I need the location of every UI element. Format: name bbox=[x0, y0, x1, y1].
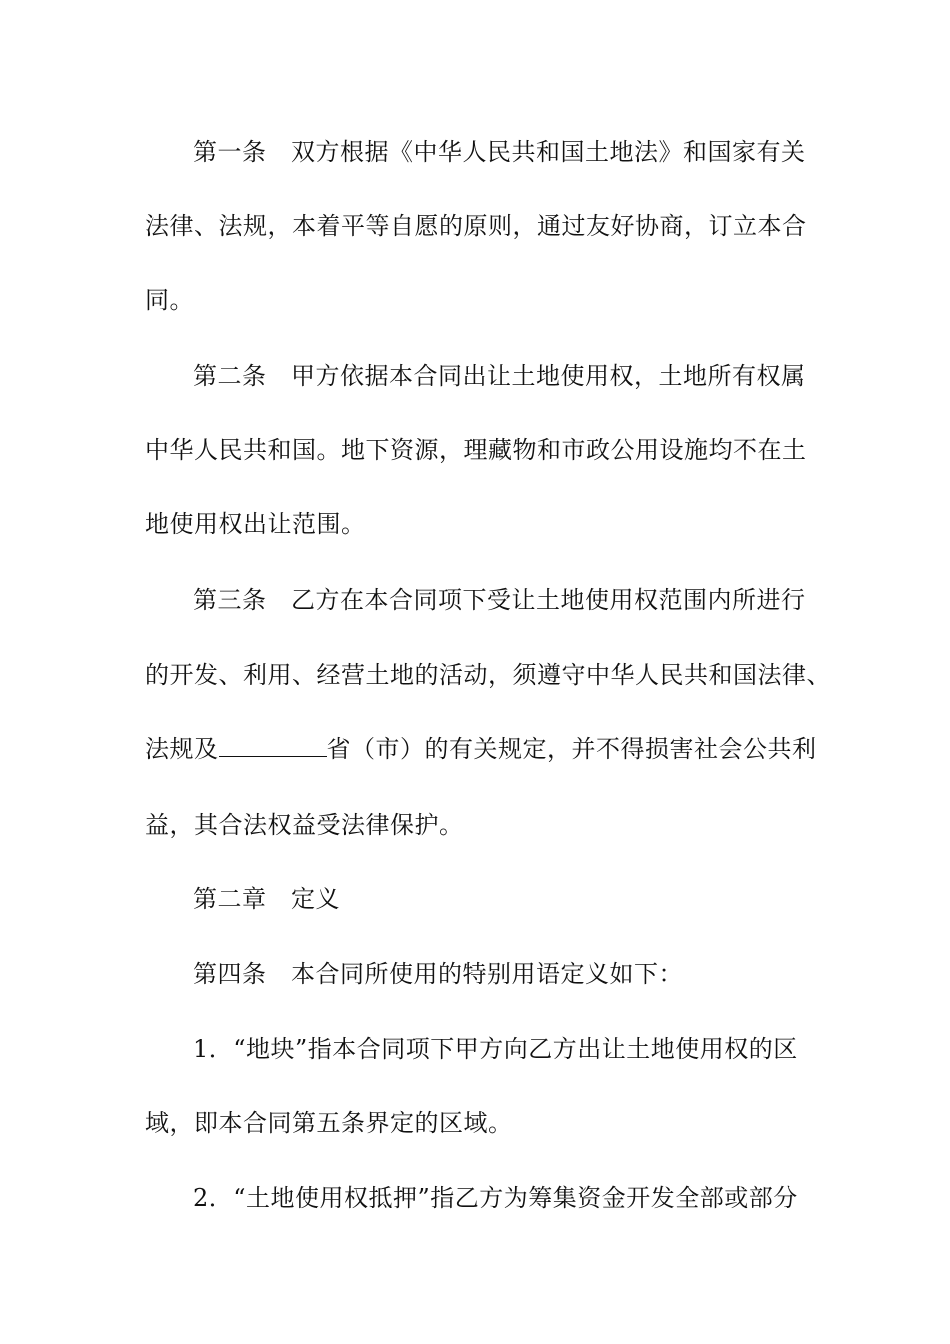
article-3-line-1: 第三条 乙方在本合同项下受让土地使用权范围内所进行 bbox=[193, 586, 806, 614]
definition-1-line-1: 1．“地块”指本合同项下甲方向乙方出让土地使用权的区 bbox=[193, 1035, 798, 1063]
article-1-line-2: 法律、法规，本着平等自愿的原则，通过友好协商，订立本合 bbox=[145, 212, 807, 240]
article-3-line-3 bbox=[145, 734, 817, 764]
article-1-line-1: 第一条 双方根据《中华人民共和国土地法》和国家有关 bbox=[193, 138, 806, 166]
article-2-line-1: 第二条 甲方依据本合同出让土地使用权，土地所有权属 bbox=[193, 362, 806, 390]
fill-in-blank[interactable] bbox=[219, 736, 327, 757]
article-2-line-3: 地使用权出让范围。 bbox=[145, 510, 366, 538]
article-1-line-3: 同。 bbox=[145, 286, 194, 314]
article-4-line-1: 第四条 本合同所使用的特别用语定义如下： bbox=[193, 960, 683, 988]
article-3-line-4: 益，其合法权益受法律保护。 bbox=[145, 811, 464, 839]
definition-2-line-1: 2．“土地使用权抵押”指乙方为筹集资金开发全部或部分 bbox=[193, 1184, 798, 1212]
article-3-line-3-end: 省（市）的有关规定，并不得损害社会公共利 bbox=[326, 735, 817, 763]
article-3-line-2: 的开发、利用、经营土地的活动，须遵守中华人民共和国法律、 bbox=[145, 661, 831, 689]
article-3-line-3-start: 法规及 bbox=[145, 735, 219, 763]
definition-1-line-2: 域，即本合同第五条界定的区域。 bbox=[145, 1109, 513, 1137]
article-2-line-2: 中华人民共和国。地下资源，理藏物和市政公用设施均不在土 bbox=[145, 436, 807, 464]
chapter-2-heading: 第二章 定义 bbox=[193, 885, 340, 913]
